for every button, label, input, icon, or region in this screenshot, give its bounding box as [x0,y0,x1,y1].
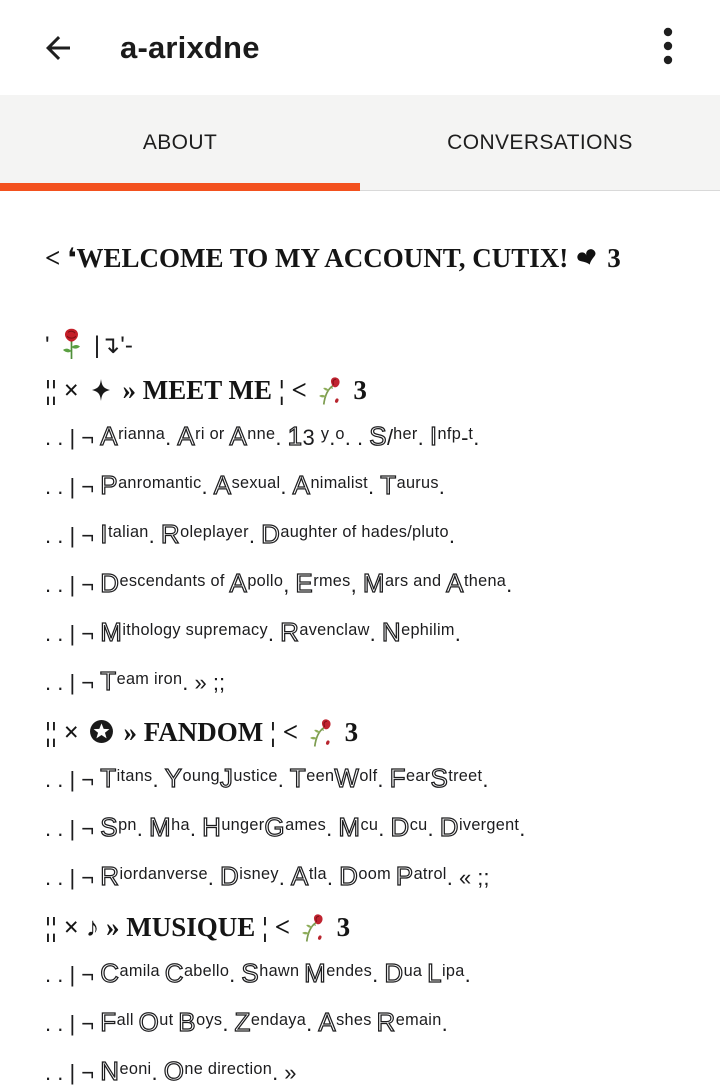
bio-line-welcome [45,241,690,276]
bio-outline-cap: F [100,1007,117,1037]
bio-outline-cap: O [138,1007,160,1037]
wilted-rose-icon [297,912,330,942]
bio-raised-text: thena [463,572,507,591]
bio-text: . [201,474,214,499]
bio-text: . [473,425,480,450]
bio-raised-text: pn [118,816,137,835]
bio-serif-text: » FANDOM ¦ < [116,717,305,747]
bio-raised-text: aughter of hades/pluto [280,523,449,542]
bio-serif-text: WELCOME TO MY ACCOUNT, CUTIX! [76,243,576,273]
bio-raised-text: abello [183,962,230,981]
bio-outline-cap: S [430,763,449,793]
wilted-rose-icon [305,717,338,747]
bio-raised-text: pollo [247,572,284,591]
bio-raised-text: aurus [396,474,439,493]
bio-text: - [461,425,469,450]
bio-raised-text: shes [336,1011,377,1030]
bio-raised-text: oom [358,865,396,884]
bio-raised-text: eoni [119,1060,152,1079]
bio-raised-text: endes [326,962,373,981]
bio-raised-text: o [335,425,345,444]
bio-text: . « ;; [446,865,490,890]
bio-raised-text: avenclaw [299,621,370,640]
tab-about[interactable]: ABOUT [142,130,218,154]
bio-raised-text: hawn [259,962,305,981]
bio-outline-cap: Y [164,763,183,793]
bio-raised-text: ne direction [184,1060,273,1079]
bio-text: . [148,523,161,548]
bio-text: . » [272,1060,297,1085]
bio-text: . [136,816,149,841]
bio-text: ' [45,332,57,359]
bio-text: . [267,621,281,646]
bio-text: . . [344,425,370,450]
bio-text: . . | ¬ [45,670,101,695]
bio-raised-text: amila [119,962,165,981]
bio-raised-text: cu [360,816,379,835]
bio-line-item [45,763,690,797]
bio-serif-text: ¦¦ × [45,375,86,405]
bio-line-deco [45,328,690,363]
bio-outline-cap: G [264,812,286,842]
bio-text: |↴'- [87,332,133,359]
bio-text: . [189,816,203,841]
heart-icon: ❤ [572,241,604,277]
bio-outline-cap: T [289,763,307,793]
bio-text: . [377,767,390,792]
bio-raised-text: ars and [384,572,447,591]
bio-serif-text: 3 [337,717,359,747]
bio-text: . [207,865,221,890]
bio-line-item [45,958,690,992]
bio-text: . [222,1011,235,1036]
bio-raised-text: y [320,425,330,444]
bio-raised-text: ua [403,962,428,981]
bio-outline-cap: S [100,812,119,842]
overflow-menu-button[interactable] [646,18,690,74]
bio-text: . [441,1011,448,1036]
bio-raised-text: tla [308,865,327,884]
bio-line-header-line [45,373,690,407]
bio-text: . . | ¬ [45,865,101,890]
bio-raised-text: oung [182,767,220,786]
bio-text: . [448,523,455,548]
bio-raised-text: ames [285,816,327,835]
bio-text: . . | ¬ [45,621,101,646]
bio-line-item [45,861,690,895]
bio-serif-text: 3 [329,912,351,942]
bio-line-item [45,617,690,651]
bio-outline-cap: R [160,519,181,549]
bio-text: . [278,865,291,890]
bio-outline-cap: I [429,421,438,451]
bio-text: . [326,816,339,841]
bio-outline-cap: 1 [287,421,303,451]
bio-text: . [417,425,430,450]
vertical-ellipsis-icon [663,26,673,66]
bio-text: . [165,425,178,450]
bio-raised-text: nne [247,425,276,444]
bio-raised-text: oys [196,1011,223,1030]
bio-text: . . | ¬ [45,1060,101,1085]
bio-outline-cap: L [427,958,443,988]
bio-raised-text: emain [395,1011,442,1030]
four-point-star-icon [86,375,116,405]
bio-raised-text: ivergent [458,816,520,835]
bio-outline-cap: M [304,958,327,988]
bio-text: . [482,767,489,792]
bio-outline-cap: E [295,568,314,598]
bio-outline-cap: J [219,763,234,793]
app-bar [0,0,720,95]
bio-raised-text: her [393,425,418,444]
bio-line-header-line [45,910,690,944]
bio-raised-text: ha [171,816,190,835]
bio-outline-cap: P [100,470,119,500]
bio-text: . . | ¬ [45,523,101,548]
bio-text: . [152,767,165,792]
bio-raised-text: nimalist [310,474,368,493]
bio-raised-text: unger [221,816,265,835]
tab-conversations[interactable]: CONVERSATIONS [447,130,633,154]
bio-outline-cap: A [229,568,248,598]
bio-serif-text: < ❛ [45,243,77,273]
rose-icon [56,332,87,359]
bio-text: . [369,621,382,646]
bio-text: 3 [302,425,321,450]
bio-outline-cap: M [338,812,361,842]
bio-outline-cap: P [395,861,414,891]
bio-line-item [45,568,690,602]
bio-outline-cap: R [100,861,120,891]
bio-raised-text: talian [107,523,149,542]
bio-text: . [326,865,340,890]
bio-serif-text: » MUSIQUE ¦ < [99,912,297,942]
bio-text: . [229,962,242,987]
bio-outline-cap: A [213,470,232,500]
bio-line-item [45,470,690,504]
bio-outline-cap: A [318,1007,337,1037]
bio-text: , [350,572,363,597]
bio-outline-cap: S [241,958,260,988]
bio-outline-cap: N [100,1056,120,1086]
bio-raised-text: itans [116,767,153,786]
bio-raised-text: ear [406,767,431,786]
bio-serif-text: » MEET ME ¦ < [115,375,314,405]
bio-line-item [45,666,690,700]
bio-raised-text: rianna [118,425,166,444]
bio-raised-text: iordanverse [119,865,208,884]
active-tab-indicator [0,183,360,191]
bio-raised-text: nfp [437,425,462,444]
bio-outline-cap: D [390,812,410,842]
bio-outline-cap: T [380,470,397,500]
bio-raised-text: ut [159,1011,179,1030]
bio-text: . [248,523,262,548]
bio-outline-cap: A [100,421,119,451]
bio-raised-text: eam iron [116,670,183,689]
bio-text: . [427,816,440,841]
bio-line-item [45,1007,690,1041]
bio-raised-text: ustice [233,767,278,786]
bio-raised-text: een [306,767,335,786]
bio-text: / [387,425,394,450]
bio-outline-cap: N [381,617,402,647]
bio-text: . [519,816,526,841]
bio-raised-text: cu [409,816,428,835]
bio-serif-text: ♪ [85,912,100,942]
bio-raised-text: oleplayer [180,523,249,542]
bio-text: . . | ¬ [45,1011,101,1036]
bio-text: . [306,1011,319,1036]
wilted-rose-icon [314,375,347,405]
bio-raised-text: rmes [313,572,351,591]
bio-text: . » ;; [182,670,226,695]
bio-serif-text: ¦¦ × [45,912,86,942]
bio-serif-text: 3 [346,375,367,405]
bio-outline-cap: D [100,568,120,598]
bio-outline-cap: B [178,1007,197,1037]
bio-outline-cap: D [261,519,281,549]
bio-raised-text: endaya [250,1011,307,1030]
bio-text: . . | ¬ [45,767,101,792]
bio-text: . [438,474,445,499]
bio-text: . [275,425,288,450]
bio-text: . . | ¬ [45,425,101,450]
bio-outline-cap: M [149,812,172,842]
bio-text: . . | ¬ [45,816,101,841]
bio-text: . . | ¬ [45,572,101,597]
bio-outline-cap: T [100,666,117,696]
bio-outline-cap: A [229,421,248,451]
bio-outline-cap: F [389,763,407,793]
bio-text: . [151,1060,164,1085]
bio-text: . [378,816,391,841]
bio-raised-text: ipa [442,962,465,981]
bio-outline-cap: R [280,617,300,647]
bio-text: . [372,962,385,987]
back-button[interactable] [38,28,78,68]
bio-text: . . | ¬ [45,962,101,987]
bio-outline-cap: D [339,861,359,891]
bio-outline-cap: W [334,763,360,793]
bio-outline-cap: Z [234,1007,251,1037]
bio-line-item [45,812,690,846]
bio-outline-cap: M [100,617,123,647]
bio-outline-cap: A [291,861,309,891]
bio-line-item [45,421,690,455]
bio-outline-cap: C [100,958,120,988]
bio-outline-cap: T [100,763,117,793]
bio-text: . [368,474,381,499]
back-arrow-icon [40,30,76,66]
bio-line-item [45,1056,690,1090]
circled-star-icon [86,717,117,747]
bio-raised-text: isney [239,865,279,884]
bio-text: . . | ¬ [45,474,101,499]
profile-bio [0,191,720,1090]
bio-text: . [280,474,293,499]
bio-outline-cap: A [446,568,464,598]
bio-raised-text: treet [448,767,483,786]
bio-outline-cap: M [362,568,385,598]
bio-raised-text: sexual [231,474,281,493]
bio-raised-text: olf [359,767,378,786]
bio-text: . [506,572,513,597]
bio-outline-cap: A [177,421,196,451]
bio-text: , [283,572,296,597]
bio-outline-cap: D [220,861,240,891]
bio-raised-text: escendants of [119,572,230,591]
bio-raised-text: atrol [413,865,447,884]
bio-serif-text: ¦¦ × [45,717,86,747]
bio-raised-text: ri or [195,425,230,444]
bio-outline-cap: R [376,1007,396,1037]
bio-outline-cap: D [384,958,404,988]
bio-outline-cap: A [292,470,311,500]
bio-outline-cap: I [100,519,108,549]
bio-text: . [454,621,461,646]
bio-text: . [277,767,290,792]
bio-text: . [329,425,336,450]
bio-raised-text: t [468,425,474,444]
bio-raised-text: all [116,1011,139,1030]
bio-raised-text: ithology supremacy [122,621,268,640]
bio-line-item [45,519,690,553]
bio-text: . [464,962,471,987]
bio-raised-text: anromantic [118,474,202,493]
bio-outline-cap: S [369,421,388,451]
tab-bar [0,95,720,191]
page-title: a-arixdne [120,29,260,65]
bio-outline-cap: H [202,812,222,842]
bio-line-header-line [45,715,690,749]
bio-outline-cap: C [164,958,184,988]
bio-outline-cap: O [163,1056,185,1086]
bio-outline-cap: D [439,812,459,842]
bio-serif-text: 3 [600,243,621,273]
bio-raised-text: ephilim [401,621,455,640]
